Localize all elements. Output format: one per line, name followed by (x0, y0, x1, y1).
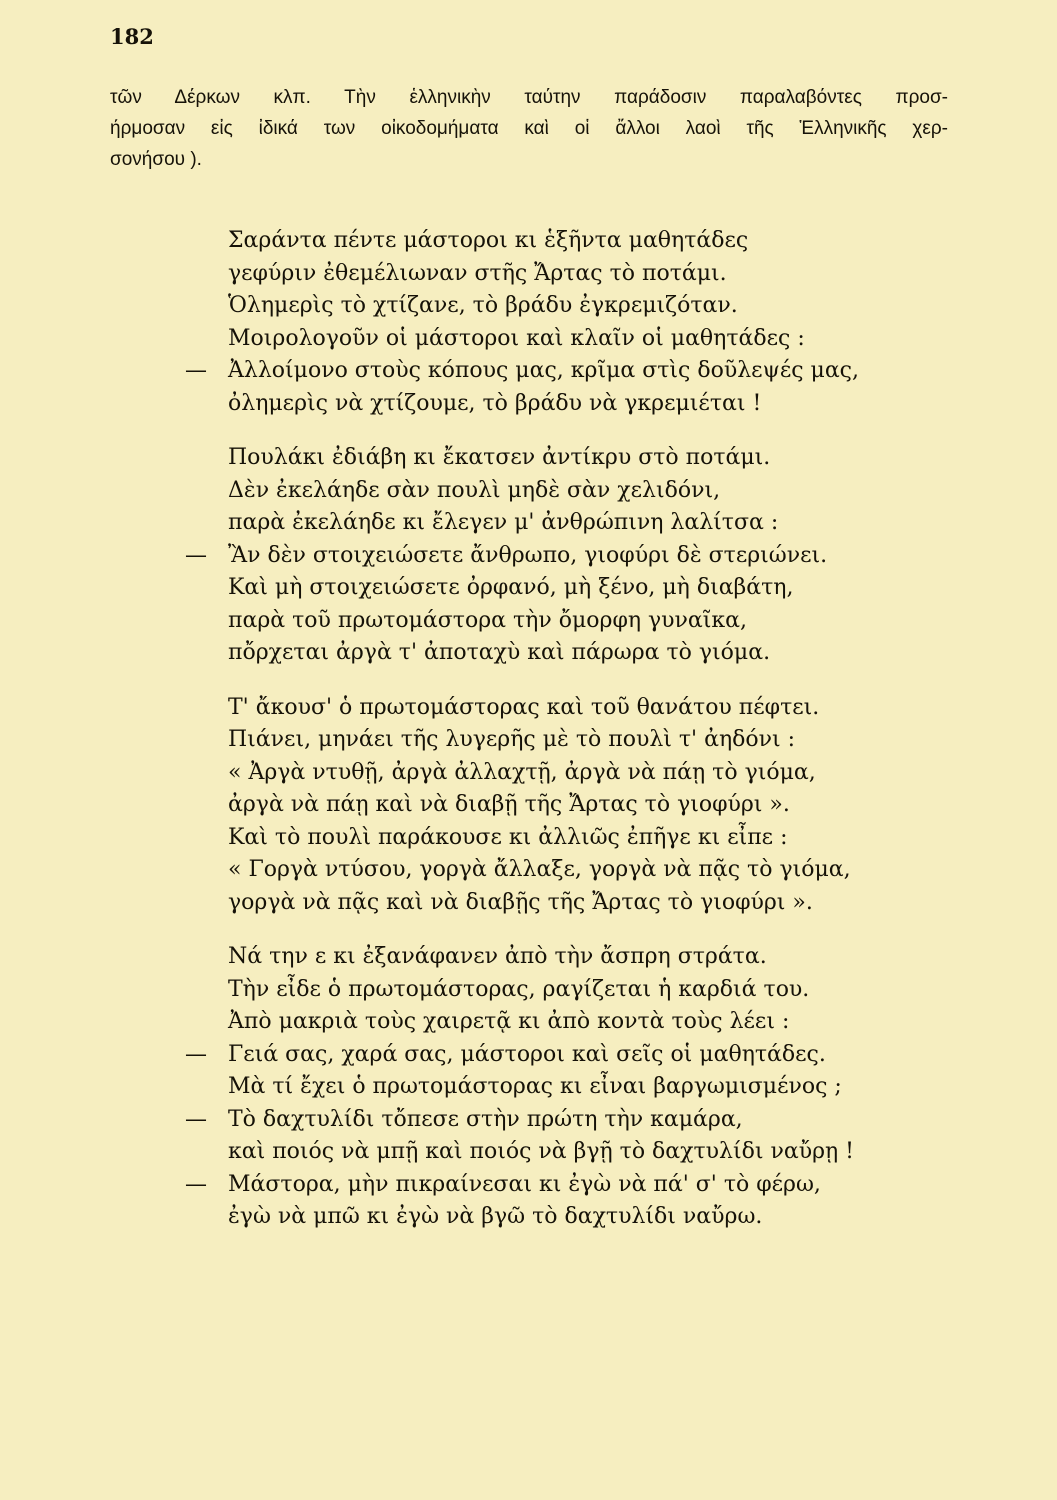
verse-text: Ἂν δὲν στοιχειώσετε ἄνθρωπο, γιοφύρι δὲ στεριώνει. (228, 542, 828, 568)
verse-line (110, 724, 950, 757)
intro-paragraph (110, 82, 948, 175)
verse-text: γοργὰ νὰ πᾷς καὶ νὰ διαβῇς τῆς Ἄρτας τὸ γιοφύρι ». (228, 889, 813, 915)
verse-line (110, 1169, 950, 1202)
verse-text: Ἀλλοίμονο στοὺς κόπους μας, κρῖμα στὶς δοῦλεψές μας, (228, 358, 859, 383)
stanza-1 (110, 225, 950, 420)
verse-line (110, 692, 950, 725)
dialogue-dash: — (185, 1041, 207, 1067)
verse-text: Ὁλημερὶς τὸ χτίζανε, τὸ βράδυ ἐγκρεμιζόταν. (228, 293, 738, 318)
verse-line (110, 258, 950, 291)
verse-text: πὄρχεται ἀργὰ τ' ἀποταχὺ καὶ πάρωρα τὸ γιόμα. (228, 640, 771, 665)
verse-line (110, 1006, 950, 1039)
verse-line (110, 1071, 950, 1104)
verse-line (110, 887, 950, 920)
verse-line (110, 290, 950, 323)
verse-line (110, 637, 950, 670)
verse-text: « Ἀργὰ ντυθῇ, ἀργὰ ἀλλαχτῇ, ἀργὰ νὰ πάῃ τὸ γιόμα, (228, 759, 816, 785)
verse-text: Πουλάκι ἐδιάβη κι ἔκατσεν ἀντίκρυ στὸ ποτάμι. (228, 445, 771, 470)
verse-line (110, 323, 950, 356)
verse-text: Ἀπὸ μακριὰ τοὺς χαιρετᾷ κι ἀπὸ κοντὰ τοὺς λέει : (228, 1009, 790, 1034)
verse-text: Τ' ἄκουσ' ὁ πρωτομάστορας καὶ τοῦ θανάτου πέφτει. (228, 694, 820, 720)
stanza-3 (110, 692, 950, 920)
verse-line (110, 572, 950, 605)
dialogue-dash: — (185, 542, 207, 568)
verse-line (110, 1039, 950, 1072)
verse-line (110, 225, 950, 258)
verse-text: Μάστορα, μὴν πικραίνεσαι κι ἐγὼ νὰ πά' σ' τὸ φέρω, (228, 1171, 821, 1197)
verse-text: καὶ ποιός νὰ μπῇ καὶ ποιός νὰ βγῇ τὸ δαχτυλίδι ναὔρῃ ! (228, 1139, 855, 1164)
verse-text: Τὸ δαχτυλίδι τὄπεσε στὴν πρώτη τὴν καμάρα, (228, 1106, 743, 1132)
verse-text: Τὴν εἶδε ὁ πρωτομάστορας, ραγίζεται ἡ καρδιά του. (228, 976, 810, 1002)
intro-line: σονήσου ). (110, 149, 202, 170)
stanza-2 (110, 442, 950, 670)
verse-line (110, 540, 950, 573)
verse-text: ὀλημερὶς νὰ χτίζουμε, τὸ βράδυ νὰ γκρεμιέται ! (228, 390, 762, 416)
verse-line (110, 1136, 950, 1169)
verse-line (110, 941, 950, 974)
verse-text: παρὰ ἐκελάηδε κι ἔλεγεν μ' ἀνθρώπινη λαλίτσα : (228, 510, 779, 535)
verse-line (110, 822, 950, 855)
verse-text: Καὶ τὸ πουλὶ παράκουσε κι ἀλλιῶς ἐπῆγε κι εἶπε : (228, 824, 788, 850)
verse-text: Πιάνει, μηνάει τῆς λυγερῆς μὲ τὸ πουλὶ τ' ἀηδόνι : (228, 727, 796, 752)
verse-line (110, 974, 950, 1007)
verse-line (110, 388, 950, 421)
stanza-4 (110, 941, 950, 1234)
verse-text: Μὰ τί ἔχει ὁ πρωτομάστορας κι εἶναι βαργωμισμένος ; (228, 1074, 842, 1099)
intro-line: ήρμοσαν εἰς ἰδικά των οἰκοδομήματα καὶ οἱ ἄλλοι λαοὶ τῆς Ἑλληνικῆς χερ- (110, 118, 948, 139)
verse-line (110, 355, 950, 388)
verse-line (110, 442, 950, 475)
verse-text: γεφύριν ἐθεμέλιωναν στῆς Ἄρτας τὸ ποτάμι. (228, 260, 727, 286)
poem (110, 225, 950, 1256)
dialogue-dash: — (185, 1106, 207, 1132)
verse-line (110, 475, 950, 508)
dialogue-dash: — (185, 358, 207, 383)
verse-text: Σαράντα πέντε μάστοροι κι ἑξῆντα μαθητάδες (228, 228, 749, 253)
verse-text: Δὲν ἐκελάηδε σὰν πουλὶ μηδὲ σὰν χελιδόνι, (228, 477, 721, 503)
verse-line (110, 757, 950, 790)
verse-text: παρὰ τοῦ πρωτομάστορα τὴν ὄμορφη γυναῖκα, (228, 607, 747, 633)
verse-text: Καὶ μὴ στοιχειώσετε ὀρφανό, μὴ ξένο, μὴ διαβάτη, (228, 575, 794, 600)
verse-text: ἀργὰ νὰ πάῃ καὶ νὰ διαβῇ τῆς Ἄρτας τὸ γιοφύρι ». (228, 792, 790, 817)
verse-line (110, 789, 950, 822)
intro-line: τῶν Δέρκων κλπ. Τὴν ἑλληνικὴν ταύτην παράδοσιν παραλαβόντες προσ- (110, 87, 948, 108)
verse-line (110, 507, 950, 540)
verse-text: « Γοργὰ ντύσου, γοργὰ ἄλλαξε, γοργὰ νὰ πᾷς τὸ γιόμα, (228, 857, 851, 882)
verse-line (110, 605, 950, 638)
verse-line (110, 1104, 950, 1137)
page-number: 182 (110, 24, 154, 49)
verse-line (110, 854, 950, 887)
verse-text: Μοιρολογοῦν οἱ μάστοροι καὶ κλαῖν οἱ μαθητάδες : (228, 325, 805, 351)
dialogue-dash: — (185, 1171, 207, 1197)
verse-text: ἐγὼ νὰ μπῶ κι ἐγὼ νὰ βγῶ τὸ δαχτυλίδι ναὔρω. (228, 1204, 763, 1229)
verse-text: Γειά σας, χαρά σας, μάστοροι καὶ σεῖς οἱ μαθητάδες. (228, 1041, 826, 1067)
verse-text: Νά την ε κι ἐξανάφανεν ἀπὸ τὴν ἄσπρη στράτα. (228, 944, 767, 969)
verse-line (110, 1201, 950, 1234)
